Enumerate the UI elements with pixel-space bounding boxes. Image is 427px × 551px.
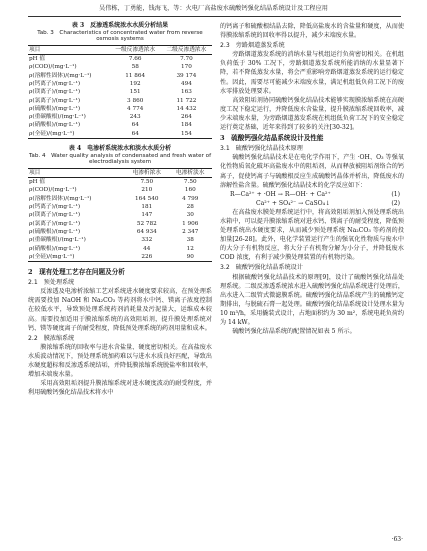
table3-row [28,97,212,105]
table3-cell: 58 [131,64,139,71]
equation-2-number: (2) [391,199,400,207]
table3-cell: 64 [131,130,139,137]
equation-1-number: (1) [391,190,400,198]
section-2-3-heading: 2.3 旁路烟道蒸发系统 [220,42,285,50]
table3-cell: ρ(钙离子)/(mg·L⁻¹) [29,80,81,87]
section-2-1-paragraph: 反渗透及电渗析浓缩工艺对系统进水硬度要求较高，在预处理系统需要投加 NaOH 和 Na₂CO₃ 等药剂将水中钙、镁离子浓度控制在较低水平，导致预处理系统药剂消耗量及污泥量大，运维成本较高。需要投加适用于膜浓缩系统的高效阻垢剂，提升膜处理系统对钙、镁等硬度离子的耐受程度，降低预处理系统的药剂用量和成本。 [28,288,212,332]
table3-cell: 151 [129,89,141,96]
table4-row [28,203,212,211]
table4-cell: 90 [186,253,194,260]
table4-cell: ρ(全硅)/(mg·L⁻¹) [29,253,75,260]
table4-row [28,186,212,194]
table3-row [28,105,212,113]
table4-cell: ρ(硝酸根)/(mg·L⁻¹) [29,245,81,252]
section-3-1-paragraph: 硫酸钙强化结晶技术是在电化学作用下，产生 ·OH、O₃ 等强氧化性物质氧化破坏高盐废水中的阻垢剂，从而释放被阻垢剂络合的钙离子，促使钙离子与硫酸根反应生成硫酸钙晶体并析出，降低废水的溶解性盐含量。硫酸钙强化结晶技术的化学反应如下： [220,154,404,189]
table4-cell: ρ(COD)/(mg·L⁻¹) [29,187,77,194]
table3-cell: 192 [129,80,141,87]
table3-cell: ρ(硫酸根)/(mg·L⁻¹) [29,105,81,112]
table3-caption-cn: 表 3 反渗透系统浓水水质分析结果 [71,22,169,29]
table4-cell: 332 [141,237,153,244]
table4-cell: 147 [141,212,153,219]
table3-cell: 4 774 [127,105,144,112]
table4-row [28,178,212,187]
equation-2-body: Ca²⁺ + SO₄²⁻ → CaSO₄↓ [256,199,331,207]
table3-row [28,55,212,64]
table3-cell: 11 722 [176,97,197,104]
table3-cell: 184 [180,122,192,129]
table3-cell: 243 [129,114,141,121]
table4-cell: ρ(重碳酸根)/(mg·L⁻¹) [29,237,86,244]
section-2-1-heading: 2.1 预处理系统 [28,279,75,287]
table4-cell: ρ(钙离子)/(mg·L⁻¹) [29,204,81,211]
table4-cell: pH 值 [29,179,46,186]
table3-col-item: 项目 [29,46,41,53]
table4-row [28,220,212,228]
section-2-2-paragraph-2: 采用高效阻垢剂提升膜浓缩系统对进水硬度波动的耐受程度，并利用硫酸钙强化结晶技术将水中 [28,380,212,397]
header-rule [28,16,401,17]
table3-cell: pH 值 [29,56,46,63]
table4-row [28,195,212,203]
table4-cell: 164 540 [135,195,159,202]
table4-cell: ρ(氯离子)/(mg·L⁻¹) [29,220,81,227]
table4 [28,168,212,262]
table4-cell: ρ(溶解性固体)/(mg·L⁻¹) [29,195,92,202]
table4-row [28,245,212,253]
table3-col-ro1: 一级反渗透浓水 [115,46,156,53]
table3-row [28,63,212,71]
page-number: ·63· [391,536,403,543]
table3-cell: 264 [180,114,192,121]
table3-cell: 170 [180,64,192,71]
table3-cell: 154 [180,130,192,137]
table3-caption-en: Tab. 3 Characteristics of concentrated water from reverse osmosis systems [37,29,203,43]
table3-cell: ρ(硝酸根)/(mg·L⁻¹) [29,122,81,129]
table3-row [28,88,212,96]
section-3-2-paragraph-2: 硫酸钙强化结晶系统的配置情况如表 5 所示。 [232,328,356,336]
table3-cell: 3 860 [127,97,144,104]
table4-cell: 12 [186,245,194,252]
table3-cell: 64 [131,122,139,129]
table4-cell: 52 782 [136,220,157,227]
table4-row [28,253,212,262]
table3-row [28,113,212,121]
table4-cell: 4 799 [182,195,199,202]
table3-cell: 11 864 [125,72,146,79]
section-2-heading: 2 现有处理工艺存在问题及分析 [28,268,125,277]
table4-cell: 160 [184,187,196,194]
running-header: 吴伟栋，丁勇能，钱海飞，等：火电厂高盐废水硫酸钙强化结晶系统设计及工程应用 [99,5,328,12]
table4-cell: 30 [186,212,194,219]
section-3-2-heading: 3.2 硫酸钙强化结晶系统设计 [220,264,303,272]
section-2-3-paragraph-2: 高效阻垢剂协同硫酸钙强化结晶技术能够实现膜浓缩系统在高硬度工况下稳定运行，并降低废水含盐量，提升膜浓缩系统回收率，减少末端废水量，为旁路烟道蒸发系统在机组低负荷工况下的安全稳定运行奠定基础，近年来得到了较多的关注[30-32]。 [220,96,404,132]
table4-col-item: 项目 [29,169,41,176]
table4-cell: 28 [186,204,194,211]
table3-cell: 14 432 [176,105,197,112]
section-2-2-heading: 2.2 膜浓缩系统 [28,334,75,342]
table4-col-conc: 电渗析浓水 [132,169,161,176]
table3 [28,45,212,139]
table4-row [28,211,212,219]
table3-cell: ρ(氯离子)/(mg·L⁻¹) [29,97,81,104]
table3-cell: ρ(重碳酸根)/(mg·L⁻¹) [29,114,86,121]
continued-paragraph: 的钙离子和硫酸根结晶去除，降低高盐废水的含盐量和硬度，从而使得膜浓缩系统的回收率得以提升，减少末端废水量。 [220,23,404,40]
equation-1-body: R—Ca²⁺ + ·OH → R—OH· + Ca²⁺ [230,190,331,198]
section-3-heading: 3 硫酸钙强化结晶系统设计及性能 [220,134,324,143]
section-2-2-paragraph: 膜浓缩系统的回收率与进水含盐量、硬度密切相关。在高盐废水水质波动情况下，预处理系统加药难以与进水水质良好匹配，导致出水硬度超标和反渗透系统结垢，并降低膜浓缩系统脱盐率和回收率，增加末端废水量。 [28,343,212,379]
table4-cell: 44 [143,245,151,252]
table4-caption-en: Tab. 4 Water quality analysis of condensated and fresh water of electrodialysis system [28,152,212,166]
table4-cell: 38 [186,237,194,244]
equation-1 [220,190,404,199]
section-2-3-paragraph: 旁路烟道蒸发系统的消纳水量与机组运行负荷密切相关。在机组负荷低于 30% 工况下，旁路烟道蒸发系统所能消纳的水量显著下降，若不降低蒸发水量，将会严重影响旁路烟道蒸发系统的运行稳定性。因此，需要尽可能减少末端废水量，满足机组低负荷工况下的废水零排放处理要求。 [220,51,404,95]
table4-cell: 2 347 [182,228,199,235]
table4-cell: 210 [141,187,153,194]
table4-cell: 226 [141,253,153,260]
table3-cell: 494 [180,80,192,87]
table3-cell: 39 174 [176,72,197,79]
table4-cell: 7.50 [183,179,197,186]
table3-cell: ρ(全硅)/(mg·L⁻¹) [29,130,75,137]
table4-caption-cn: 表 4 电渗析系统浓水和淡水水质分析 [68,145,172,153]
table4-cell: 1 906 [182,220,199,227]
table4-cell: 64 934 [136,228,157,235]
section-3-1-paragraph-2: 在高盐废水膜处理系统运行中，将高效阻垢剂加入预处理系统出水箱中，可以提升膜浓缩系统对进水钙、镁离子的耐受程度，降低预处理系统出水硬度要求，从而减少预处理系统 Na₂CO₃ 等药剂的投加量[26-28]。此外，电化学装置运行产生的强氧化性物质与废水中的大分子有机物反应，将大分子有机物分解为小分子，并降低废水 COD 浓度，有利于减少膜处理装置的有机物污染。 [220,208,404,262]
table3-row [28,80,212,88]
equation-2 [220,199,404,208]
table4-cell: 7.50 [140,179,154,186]
table3-cell: 7.70 [180,56,193,63]
table4-row [28,236,212,244]
table3-cell: 163 [180,89,192,96]
section-3-2-paragraph: 根据硫酸钙强化结晶技术的原理[9]，设计了硫酸钙强化结晶处理系统。二级反渗透系统浓水进入硫酸钙强化结晶系统进行处理后，出水进入二级管式微滤膜系统。硫酸钙强化结晶系统产生的硫酸钙定期排出，与脱硫石膏一起处理。硫酸钙强化结晶系统设计处理水量为 10 m³/h，采用撬装式设计，占地面积约为 30 m²，系统电耗负荷约为 14 kW。 [220,273,404,326]
right-column [220,22,404,336]
table3-cell: ρ(镁离子)/(mg·L⁻¹) [29,89,81,96]
section-3-1-heading: 3.1 硫酸钙强化结晶技术原理 [220,145,303,153]
table3-row [28,130,212,139]
left-column [28,22,212,397]
table3-row [28,72,212,80]
table3-cell: ρ(溶解性固体)/(mg·L⁻¹) [29,72,92,79]
table4-row [28,228,212,236]
table4-col-fresh: 电渗析淡水 [176,169,205,176]
table3-cell: ρ(COD)/(mg·L⁻¹) [29,64,77,71]
table4-cell: 181 [141,204,153,211]
table4-cell: ρ(硫酸根)/(mg·L⁻¹) [29,228,81,235]
table3-col-ro2: 二级反渗透浓水 [166,46,207,53]
table3-cell: 7.66 [128,56,142,63]
table4-cell: ρ(镁离子)/(mg·L⁻¹) [29,212,81,219]
table3-row [28,121,212,129]
